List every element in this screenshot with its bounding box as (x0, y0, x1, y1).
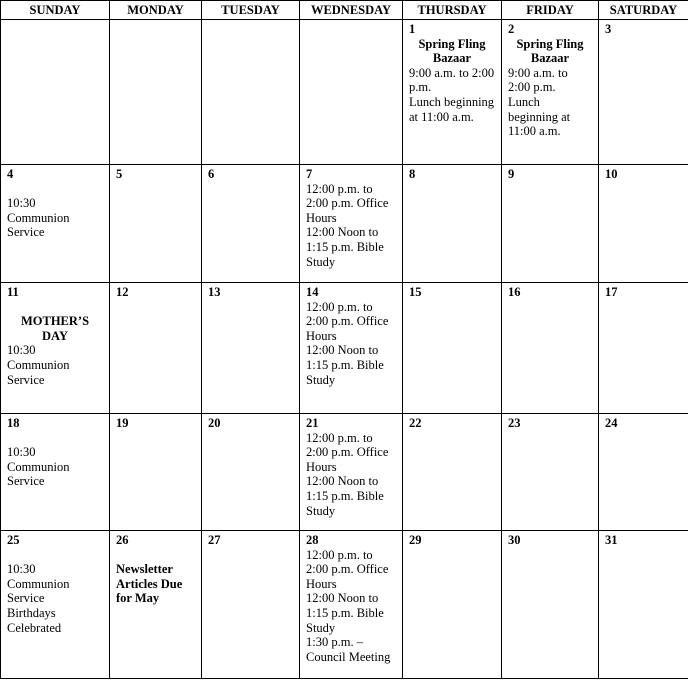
day-cell-25 (1, 531, 110, 679)
date-number: 18 (7, 416, 20, 430)
event-title: Newsletter Articles Due for May (116, 562, 183, 606)
event-bible-study: 12:00 Noon to 1:15 p.m. Bible Study (306, 343, 384, 387)
event-title: Communion Service (7, 357, 70, 387)
date-number: 21 (306, 416, 319, 430)
date-number: 17 (605, 285, 618, 299)
day-cell-22 (403, 414, 502, 531)
header-tuesday: TUESDAY (202, 1, 300, 20)
day-cell-18 (1, 414, 110, 531)
event-office-hours: 12:00 p.m. to 2:00 p.m. Office Hours (306, 299, 389, 343)
day-cell-31 (599, 531, 688, 679)
day-cell-5 (110, 165, 202, 283)
event-title: Communion Service (7, 576, 70, 606)
event-office-hours: 12:00 p.m. to 2:00 p.m. Office Hours (306, 181, 389, 225)
event-title: Spring Fling Bazaar (418, 36, 486, 66)
week-row-5 (1, 531, 688, 679)
day-cell-2 (502, 20, 599, 165)
day-cell-12 (110, 283, 202, 414)
day-cell-29 (403, 531, 502, 679)
date-number: 26 (116, 533, 129, 547)
event-time: 9:00 a.m. to 2:00 p.m. (508, 65, 568, 95)
event-title: Spring Fling Bazaar (516, 36, 584, 66)
event-bible-study: 12:00 Noon to 1:15 p.m. Bible Study (306, 591, 384, 635)
day-cell-11 (1, 283, 110, 414)
week-row-1 (1, 20, 688, 165)
date-number: 12 (116, 285, 129, 299)
header-sunday: SUNDAY (1, 1, 110, 20)
date-number: 7 (306, 167, 313, 181)
day-cell-9 (502, 165, 599, 283)
event-office-hours: 12:00 p.m. to 2:00 p.m. Office Hours (306, 430, 389, 474)
header-thursday: THURSDAY (403, 1, 502, 20)
day-cell-4 (1, 165, 110, 283)
day-cell-14 (300, 283, 403, 414)
day-cell-16 (502, 283, 599, 414)
day-cell-27 (202, 531, 300, 679)
day-cell-30 (502, 531, 599, 679)
event-title: MOTHER’S DAY (20, 314, 90, 343)
event-note: Lunch beginning at 11:00 a.m. (409, 94, 495, 124)
day-cell-28 (300, 531, 403, 679)
event-office-hours: 12:00 p.m. to 2:00 p.m. Office Hours (306, 547, 389, 591)
date-number: 30 (508, 533, 521, 547)
date-number: 31 (605, 533, 618, 547)
event-council-meeting: 1:30 p.m. – Council Meeting (306, 635, 391, 664)
date-number: 23 (508, 416, 521, 430)
date-number: 8 (409, 167, 416, 181)
event-time: 9:00 a.m. to 2:00 p.m. (409, 65, 495, 95)
date-number: 15 (409, 285, 422, 299)
date-number: 6 (208, 167, 215, 181)
week-row-4 (1, 414, 688, 531)
day-cell-1 (403, 20, 502, 165)
day-cell-23 (502, 414, 599, 531)
date-number: 19 (116, 416, 129, 430)
date-number: 20 (208, 416, 221, 430)
event-title: Communion Service (7, 459, 70, 489)
event-time: 10:30 (7, 445, 36, 460)
date-number: 2 (508, 22, 515, 36)
event-note: Lunch beginning at 11:00 a.m. (508, 94, 571, 139)
event-time: 10:30 (7, 196, 36, 211)
event-title: Communion Service (7, 210, 70, 240)
week-row-2 (1, 165, 688, 283)
day-cell-15 (403, 283, 502, 414)
date-number: 27 (208, 533, 221, 547)
date-number: 13 (208, 285, 221, 299)
date-number: 10 (605, 167, 618, 181)
event-bible-study: 12:00 Noon to 1:15 p.m. Bible Study (306, 474, 384, 518)
day-cell-19 (110, 414, 202, 531)
weekday-header-row (1, 1, 688, 20)
day-cell-empty (110, 20, 202, 165)
date-number: 14 (306, 285, 319, 299)
date-number: 28 (306, 533, 319, 547)
day-cell-8 (403, 165, 502, 283)
date-number: 25 (7, 533, 20, 547)
day-cell-3 (599, 20, 688, 165)
day-cell-empty (300, 20, 403, 165)
header-wednesday: WEDNESDAY (300, 1, 403, 20)
week-row-3 (1, 283, 688, 414)
day-cell-10 (599, 165, 688, 283)
date-number: 1 (409, 22, 416, 36)
header-monday: MONDAY (110, 1, 202, 20)
event-time: 10:30 (7, 343, 36, 358)
day-cell-17 (599, 283, 688, 414)
day-cell-7 (300, 165, 403, 283)
date-number: 4 (7, 167, 14, 181)
date-number: 9 (508, 167, 515, 181)
day-cell-21 (300, 414, 403, 531)
date-number: 11 (7, 285, 19, 299)
day-cell-26 (110, 531, 202, 679)
day-cell-13 (202, 283, 300, 414)
day-cell-empty (1, 20, 110, 165)
day-cell-6 (202, 165, 300, 283)
header-friday: FRIDAY (502, 1, 599, 20)
day-cell-24 (599, 414, 688, 531)
date-number: 22 (409, 416, 422, 430)
event-time: 10:30 (7, 562, 36, 577)
day-cell-empty (202, 20, 300, 165)
date-number: 3 (605, 22, 612, 36)
date-number: 16 (508, 285, 521, 299)
date-number: 29 (409, 533, 422, 547)
date-number: 5 (116, 167, 123, 181)
header-saturday: SATURDAY (599, 1, 688, 20)
event-bible-study: 12:00 Noon to 1:15 p.m. Bible Study (306, 225, 384, 269)
event-note: Birthdays Celebrated (7, 605, 62, 635)
day-cell-20 (202, 414, 300, 531)
date-number: 24 (605, 416, 618, 430)
